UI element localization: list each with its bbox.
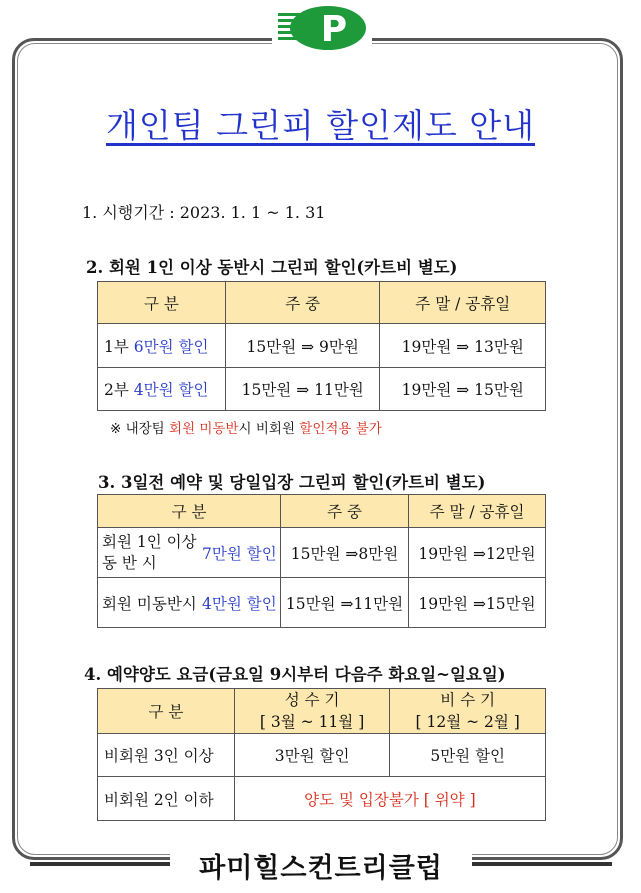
header-weekday: 주 중 bbox=[281, 495, 409, 528]
p-stripes-logo bbox=[272, 0, 372, 56]
member-discount-table bbox=[97, 281, 546, 411]
table-row bbox=[98, 734, 546, 777]
row-label: 비회원 3인 이상 bbox=[98, 734, 235, 777]
offpeak-season-range: [ 12월 ~ 2월 ] bbox=[415, 713, 520, 731]
header-weekday: 주 중 bbox=[225, 282, 380, 324]
part-label: 2부 bbox=[104, 381, 129, 399]
header-category: 구 분 bbox=[98, 495, 281, 528]
page-title: 개인팀 그린피 할인제도 안내 bbox=[105, 106, 535, 145]
row-label: 비회원 2인 이하 bbox=[98, 777, 235, 821]
transfer-fee-table bbox=[97, 688, 546, 821]
weekday-price: 15만원 ⇒ 9만원 bbox=[225, 324, 380, 368]
weekday-price: 15만원 ⇒ 11만원 bbox=[225, 368, 380, 411]
weekday-price: 15만원 ⇒8만원 bbox=[281, 528, 409, 578]
condition-line1: 회원 1인 이상 bbox=[102, 532, 197, 551]
table-row bbox=[98, 777, 546, 821]
condition-line2: 동 반 시 bbox=[102, 553, 157, 572]
footer-right-line bbox=[462, 862, 612, 866]
discount-label: 7만원 할인 bbox=[202, 528, 281, 578]
footer-brand bbox=[170, 845, 472, 885]
not-allowed-value: 양도 및 입장불가 [ 위약 ] bbox=[234, 777, 545, 821]
header-weekend: 주 말 / 공휴일 bbox=[380, 282, 546, 324]
table-row bbox=[98, 578, 546, 628]
condition-label: 회원 미동반시 bbox=[98, 578, 203, 628]
offpeak-value: 5만원 할인 bbox=[390, 734, 546, 777]
table-row bbox=[98, 324, 546, 368]
weekend-price: 19만원 ⇒12만원 bbox=[409, 528, 546, 578]
offpeak-season-label: 비 수 기 bbox=[440, 691, 496, 709]
note-text: ※ 내장팀 회원 미동반시 비회원 할인적용 불가 bbox=[110, 421, 382, 437]
discount-label: 6만원 할인 bbox=[133, 337, 209, 356]
weekend-price: 19만원 ⇒15만원 bbox=[409, 578, 546, 628]
weekend-price: 19만원 ⇒ 13만원 bbox=[380, 324, 546, 368]
footer-left-line bbox=[30, 862, 180, 866]
peak-season-range: [ 3월 ~ 11월 ] bbox=[259, 713, 365, 731]
table-row bbox=[98, 368, 546, 411]
logo-letter: P bbox=[320, 9, 348, 50]
part-label: 1부 bbox=[104, 337, 129, 356]
header-category: 구 분 bbox=[98, 282, 226, 324]
header-category: 구 분 bbox=[98, 689, 235, 734]
section3-heading: 3. 3일전 예약 및 당일입장 그린피 할인(카트비 별도) bbox=[98, 473, 486, 492]
advance-booking-table bbox=[97, 494, 546, 628]
section4-heading: 4. 예약양도 요금(금요일 9시부터 다음주 화요일~일요일) bbox=[84, 665, 506, 684]
header-weekend: 주 말 / 공휴일 bbox=[409, 495, 546, 528]
section2-heading: 2. 회원 1인 이상 동반시 그린피 할인(카트비 별도) bbox=[86, 258, 458, 277]
club-name: 파미힐스컨트리클럽 bbox=[199, 852, 443, 884]
discount-label: 4만원 할인 bbox=[133, 381, 209, 399]
weekend-price: 19만원 ⇒ 15만원 bbox=[380, 368, 546, 411]
weekday-price: 15만원 ⇒11만원 bbox=[281, 578, 409, 628]
table-row bbox=[98, 528, 546, 578]
period-text: 1. 시행기간 : 2023. 1. 1 ~ 1. 31 bbox=[82, 203, 326, 222]
discount-label: 4만원 할인 bbox=[202, 578, 281, 628]
peak-value: 3만원 할인 bbox=[234, 734, 390, 777]
peak-season-label: 성 수 기 bbox=[284, 691, 340, 709]
